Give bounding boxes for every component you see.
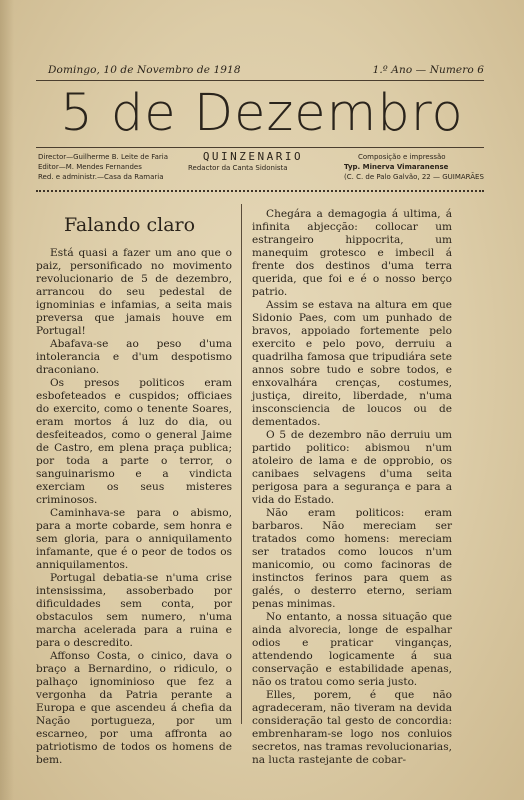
printer-address-line: (C. C. de Palo Galvão, 22 — GUIMARÃES (344, 173, 484, 181)
paragraph: Affonso Costa, o cinico, dava o braço a Bernardino, o ridiculo, o palhaço ignominioso que fez a vergonha da Patria perante a Europa e que ascendeu á chefia da Nação portugueza, por um escarneo, por uma affronta ao patriotismo de todos os homens de bem. (36, 650, 232, 766)
masthead-printer (344, 152, 484, 182)
paragraph: Caminhava-se para o abismo, para a morte cobarde, sem honra e sem gloria, para o anniquilamento infamante, que é o peor de todos os anniquilamentos. (36, 507, 232, 571)
director-line: Director—Guilherme B. Leite de Faria (38, 153, 169, 161)
right-column (252, 208, 452, 767)
paragraph: O 5 de dezembro não derruiu um partido politico: abismou n'um atoleiro de lama e de opprobio, os canibaes selvagens d'uma seita perigosa para a segurança e para a vida do Estado. (252, 429, 452, 506)
masthead-dotted-rule (36, 190, 484, 195)
article-heading: Falando claro (64, 214, 196, 236)
paragraph: Elles, porem, é que não agradeceram, não tiveram na devida consideração tal gesto de concordia: embrenharam-se logo nos conluios secretos, nas tramas revolucionarias, na lucta rastejante de cobar- (252, 689, 452, 766)
title-rule (36, 147, 484, 148)
editor-line: Editor—M. Mendes Fernandes (38, 163, 142, 171)
paragraph: Abafava-se ao peso d'uma intolerancia e d'um despotismo draconiano. (36, 338, 232, 376)
paragraph: Portugal debatia-se n'uma crise intensissima, assoberbado por dificuldades sem conta, por obstaculos sem numero, n'uma marcha acelerada para a ruina e para o descredito. (36, 572, 232, 649)
office-line: Red. e administr.—Casa da Ramaria (38, 173, 164, 181)
paragraph: No entanto, a nossa situação que ainda alvorecia, longe de espalhar odios e praticar vinganças, attendendo logicamente á sua conservação e estabilidade apenas, não os tratou como seria justo. (252, 611, 452, 688)
composition-line: Composição e impressão (358, 153, 446, 161)
masthead-staff (38, 152, 168, 182)
masthead-dateline (48, 64, 484, 80)
paragraph: Os presos politicos eram esbofeteados e cuspidos; officiaes do exercito, como o tenente Soares, eram mortos á luz do dia, ou desfeiteados, como o general Jaime de Castro, em plena praça publica; por toda a parte o terror, o sanguinarismo e a vindicta exerciam os seus misteres criminosos. (36, 377, 232, 506)
column-divider (241, 204, 242, 724)
issue-number: 1.º Ano — Numero 6 (372, 64, 484, 76)
paragraph: Assim se estava na altura em que Sidonio Paes, com um punhado de bravos, appoiado fortemente pelo exercito e pelo povo, derruiu a quadrilha famosa que tripudiára sete annos sobre tudo e sobre todos, e enxovalhára crenças, costumes, justiça, direito, liberdade, n'uma insconsciencia de loucos ou de dementados. (252, 299, 452, 428)
issue-date: Domingo, 10 de Novembro de 1918 (48, 64, 241, 76)
newspaper-title: 5 de Dezembro (60, 84, 464, 143)
edition-line: Redactor da Canta Sidonista (188, 164, 288, 172)
paragraph: Está quasi a fazer um ano que o paiz, personificado no movimento revolucionario de 5 de dezembro, arrancou do seu pedestal de ignominias e infamias, a seita mais preversa que jamais houve em Portugal! (36, 247, 232, 337)
left-column (36, 208, 232, 767)
printer-line: Typ. Minerva Vimaranense (344, 163, 449, 171)
top-rule (36, 80, 484, 81)
page-edge-shadow (0, 0, 14, 800)
paragraph: Chegára a demagogia á ultima, á infinita abjecção: collocar um estrangeiro hippocrita, um manequim grotesco e imbecil á frente dos destinos d'uma terra querida, que foi e é o nosso berço patrio. (252, 208, 452, 298)
paragraph: Não eram politicos: eram barbaros. Não mereciam ser tratados como homens: mereciam ser tratados como loucos n'um manicomio, ou como facinoras de instinctos ferinos para quem as galés, o desterro eterno, seriam penas minimas. (252, 507, 452, 610)
frequency-label: QUINZENARIO (202, 150, 304, 163)
